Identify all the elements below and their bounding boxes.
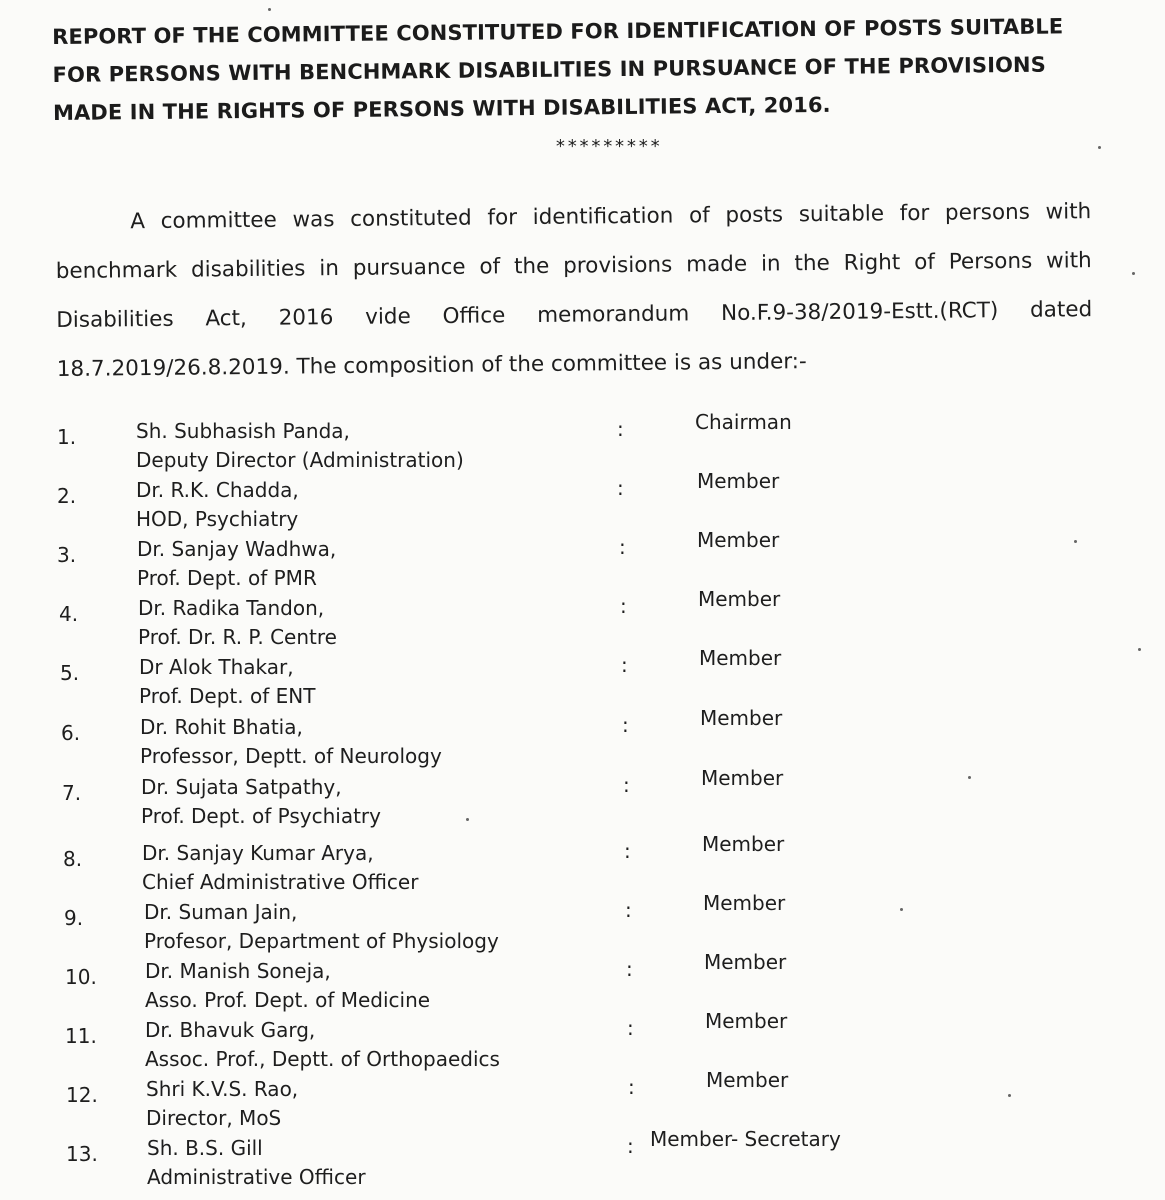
member-number: 13. xyxy=(66,1142,98,1166)
member-name: Dr. Sanjay Kumar Arya, Chief Administrative Officer xyxy=(142,841,419,894)
member-name: Dr. Rohit Bhatia, Professor, Deptt. of Neurology xyxy=(140,715,442,768)
member-role: Chairman xyxy=(695,410,792,434)
member-colon: : xyxy=(626,957,633,981)
member-designation: Profesor, Department of Physiology xyxy=(144,929,499,953)
member-role: Member xyxy=(701,766,784,790)
member-number: 9. xyxy=(64,906,84,930)
member-designation: Director, MoS xyxy=(146,1106,282,1130)
member-designation: Chief Administrative Officer xyxy=(142,870,419,894)
member-number: 6. xyxy=(61,721,81,745)
member-name: Dr Alok Thakar, Prof. Dept. of ENT xyxy=(139,655,316,708)
member-number: 10. xyxy=(65,965,97,989)
member-designation: Deputy Director (Administration) xyxy=(136,448,464,472)
member-number: 12. xyxy=(66,1083,98,1107)
scan-speck xyxy=(1132,272,1135,275)
scan-speck xyxy=(1098,146,1101,149)
member-role: Member xyxy=(700,706,783,730)
report-title: REPORT OF THE COMMITTEE CONSTITUTED FOR IDENTIFICATION OF POSTS SUITABLE FOR PERSONS WITH BENCHMARK DISABILITIES IN PURSUANCE OF THE PROVISIONS MADE IN THE RIGHTS OF PERSONS WITH DISABILITIES ACT, 2016. xyxy=(52,14,1064,125)
member-name: Sh. Subhasish Panda, Deputy Director (Administration) xyxy=(136,419,464,472)
scan-speck xyxy=(968,776,971,779)
member-colon: : xyxy=(627,1016,634,1040)
member-name: Sh. B.S. Gill Administrative Officer xyxy=(147,1136,366,1189)
intro-text: A committee was constituted for identification of posts suitable for persons with benchmark disabilities in pursuance of the provisions made in the Right of Persons with Disabilities Act, 2016 vide Office memorandum No.F.9-38/2019-Estt.(RCT) dated 18.7.2019/26.8.2019. The composition of the committee is as under:- xyxy=(55,199,1093,382)
member-name: Dr. Radika Tandon, Prof. Dr. R. P. Centre xyxy=(138,596,337,649)
member-designation: Prof. Dr. R. P. Centre xyxy=(138,625,337,649)
scan-speck xyxy=(466,818,469,821)
member-colon: : xyxy=(620,594,627,618)
scan-speck xyxy=(1008,1094,1011,1097)
member-designation: HOD, Psychiatry xyxy=(136,507,299,531)
member-name: Dr. Bhavuk Garg, Assoc. Prof., Deptt. of Orthopaedics xyxy=(145,1018,500,1071)
member-number: 5. xyxy=(60,661,80,685)
member-designation: Prof. Dept. of PMR xyxy=(137,566,317,590)
member-name: Dr. Sujata Satpathy, Prof. Dept. of Psychiatry xyxy=(141,775,381,828)
member-number: 8. xyxy=(63,847,83,871)
member-designation: Asso. Prof. Dept. of Medicine xyxy=(145,988,431,1012)
member-role: Member xyxy=(699,646,782,670)
member-designation: Administrative Officer xyxy=(147,1165,366,1189)
member-role: Member xyxy=(698,587,781,611)
member-name: Dr. Sanjay Wadhwa, Prof. Dept. of PMR xyxy=(137,537,337,590)
member-designation: Prof. Dept. of ENT xyxy=(139,684,316,708)
member-name: Dr. Suman Jain, Profesor, Department of Physiology xyxy=(144,900,499,953)
member-colon: : xyxy=(617,417,624,441)
member-role: Member xyxy=(706,1068,789,1092)
member-colon: : xyxy=(619,535,626,559)
member-name: Dr. R.K. Chadda, HOD, Psychiatry xyxy=(136,478,299,531)
separator-stars: ********* xyxy=(555,136,662,157)
member-colon: : xyxy=(617,476,624,500)
member-colon: : xyxy=(623,773,630,797)
member-colon: : xyxy=(624,839,631,863)
scan-speck xyxy=(268,8,271,11)
member-number: 2. xyxy=(57,484,77,508)
scan-speck xyxy=(900,908,903,911)
member-colon: : xyxy=(621,653,628,677)
member-role: Member- Secretary xyxy=(650,1127,841,1151)
member-number: 7. xyxy=(62,781,82,805)
scan-speck xyxy=(1074,540,1077,543)
member-name: Shri K.V.S. Rao, Director, MoS xyxy=(146,1077,299,1130)
member-role: Member xyxy=(697,469,780,493)
member-role: Member xyxy=(702,832,785,856)
member-colon: : xyxy=(627,1134,634,1158)
member-designation: Professor, Deptt. of Neurology xyxy=(140,744,442,768)
member-colon: : xyxy=(622,713,629,737)
member-role: Member xyxy=(705,1009,788,1033)
member-name: Dr. Manish Soneja, Asso. Prof. Dept. of Medicine xyxy=(145,959,431,1012)
scan-speck xyxy=(1138,648,1141,651)
member-number: 3. xyxy=(57,543,77,567)
member-number: 1. xyxy=(57,425,77,449)
member-colon: : xyxy=(625,898,632,922)
member-role: Member xyxy=(704,950,787,974)
member-designation: Assoc. Prof., Deptt. of Orthopaedics xyxy=(145,1047,500,1071)
member-designation: Prof. Dept. of Psychiatry xyxy=(141,804,381,828)
member-number: 4. xyxy=(59,602,79,626)
member-role: Member xyxy=(697,528,780,552)
member-role: Member xyxy=(703,891,786,915)
member-number: 11. xyxy=(65,1024,97,1048)
member-colon: : xyxy=(628,1075,635,1099)
